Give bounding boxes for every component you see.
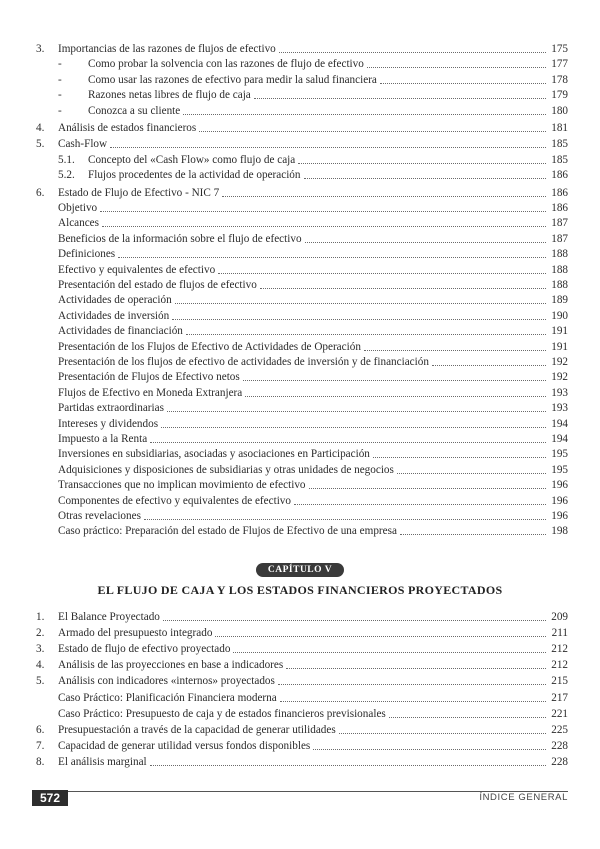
- dot-leader: [364, 349, 546, 351]
- dot-leader: [304, 177, 547, 179]
- toc-entry-page: 189: [551, 294, 568, 307]
- toc-entry: [36, 121, 568, 136]
- page-number: 572: [32, 790, 68, 806]
- toc-entry-page: 211: [551, 627, 568, 640]
- toc-entry: [36, 104, 568, 119]
- toc-entry-number: 4.: [36, 659, 45, 672]
- toc-entry: [36, 626, 568, 641]
- toc-entry: [36, 137, 568, 152]
- toc-entry-title: Armado del presupuesto integrado: [58, 627, 213, 640]
- toc-entry: [36, 263, 568, 278]
- toc-entry-title: Flujos de Efectivo en Moneda Extranjera: [58, 386, 243, 399]
- toc-entry-title: Estado de Flujo de Efectivo - NIC 7: [58, 186, 220, 199]
- toc-entry-page: 192: [551, 356, 568, 368]
- toc-entry-page: 195: [551, 448, 568, 461]
- toc-entry-page: 209: [551, 611, 568, 623]
- toc-entry: [36, 447, 568, 462]
- toc-entry-page: 180: [551, 104, 568, 117]
- toc-entry-page: 177: [551, 58, 568, 71]
- toc-entry-title: Flujos procedentes de la actividad de operación: [88, 169, 301, 182]
- toc-entry: [36, 739, 568, 754]
- dot-leader: [367, 66, 546, 68]
- toc-entry-number: 1.: [36, 611, 45, 623]
- toc-entry-page: 187: [551, 217, 568, 230]
- toc-entry-title: Objetivo: [58, 202, 98, 214]
- toc-entry: [36, 417, 568, 432]
- toc-entry: [36, 370, 568, 385]
- toc-entry-page: 186: [551, 202, 568, 214]
- toc-entry-page: 179: [551, 89, 568, 102]
- dot-leader: [175, 302, 546, 304]
- toc-entry-page: 194: [551, 433, 568, 445]
- toc-entry-number: 8.: [36, 755, 45, 768]
- toc-entry-title: Actividades de operación: [58, 294, 172, 307]
- toc-entry: [36, 324, 568, 339]
- toc-entry-title: Análisis con indicadores «internos» proyectados: [58, 675, 275, 688]
- toc-entry-page: 196: [551, 479, 568, 492]
- toc-entry-title: Como usar las razones de efectivo para medir la salud financiera: [88, 73, 377, 86]
- toc-entry-page: 194: [551, 417, 568, 430]
- toc-entry-page: 196: [551, 494, 568, 507]
- dot-leader: [167, 410, 546, 412]
- toc-entry-page: 186: [551, 169, 568, 182]
- toc-entry-title: Actividades de financiación: [58, 325, 183, 338]
- toc-entry-page: 191: [551, 325, 568, 338]
- toc-entry-page: 228: [551, 755, 568, 768]
- dot-leader: [245, 395, 546, 397]
- toc-entry-number: -: [58, 58, 62, 71]
- dot-leader: [254, 97, 546, 99]
- dot-leader: [397, 472, 546, 474]
- toc-entry-page: 188: [551, 279, 568, 291]
- toc-entry-title: Análisis de estados financieros: [58, 122, 197, 134]
- dot-leader: [215, 635, 546, 637]
- toc-entry: [36, 610, 568, 625]
- toc-entry: [36, 707, 568, 722]
- toc-entry: [36, 153, 568, 168]
- dot-leader: [294, 503, 546, 505]
- toc-entry: [36, 658, 568, 673]
- toc-entry: [36, 232, 568, 247]
- dot-leader: [243, 379, 546, 381]
- dot-leader: [172, 318, 546, 320]
- toc-entry: [36, 340, 568, 355]
- toc-entry-title: Transacciones que no implican movimiento de efectivo: [58, 479, 306, 492]
- toc-entry-title: Actividades de inversión: [58, 309, 170, 322]
- toc-entry-title: Presupuestación a través de la capacidad de generar utilidades: [58, 723, 336, 736]
- dot-leader: [279, 51, 546, 53]
- toc-entry-number: 5.2.: [58, 169, 75, 182]
- dot-leader: [280, 700, 546, 702]
- toc-entry-title: Concepto del «Cash Flow» como flujo de caja: [88, 153, 296, 166]
- dot-leader: [389, 716, 546, 718]
- toc-entry-page: 193: [551, 402, 568, 415]
- toc-entry-page: 221: [551, 707, 568, 720]
- toc-entry-title: Cash-Flow: [58, 138, 108, 151]
- toc-entry: [36, 674, 568, 689]
- chapter-badge: CAPÍTULO V: [256, 563, 344, 577]
- toc-entry-page: 225: [551, 723, 568, 736]
- toc-entry-page: 190: [551, 309, 568, 322]
- toc-entry: [36, 42, 568, 57]
- toc-entry-title: Importancias de las razones de flujos de efectivo: [58, 43, 276, 55]
- toc-entry-number: 4.: [36, 122, 45, 134]
- toc-entry-title: El análisis marginal: [58, 755, 147, 768]
- toc-entry-page: 178: [551, 73, 568, 86]
- toc-entry-title: Efectivo y equivalentes de efectivo: [58, 263, 216, 276]
- dot-leader: [339, 732, 546, 734]
- toc-entry-title: Inversiones en subsidiarias, asociadas y asociaciones en Participación: [58, 448, 370, 461]
- toc-entry: [36, 293, 568, 308]
- toc-entry-title: Definiciones: [58, 248, 116, 261]
- toc-entry-page: 198: [551, 525, 568, 538]
- toc-entry-page: 188: [551, 263, 568, 276]
- toc-entry-title: Caso Práctico: Planificación Financiera moderna: [58, 691, 277, 704]
- toc-entry: [36, 168, 568, 183]
- toc-entry-title: Presentación de los Flujos de Efectivo de Actividades de Operación: [58, 340, 361, 353]
- chapter-title: EL FLUJO DE CAJA Y LOS ESTADOS FINANCIEROS PROYECTADOS: [97, 583, 503, 597]
- toc-entry-number: 5.: [36, 675, 45, 688]
- dot-leader: [144, 518, 546, 520]
- toc-entry-title: Presentación del estado de flujos de efectivo: [58, 279, 257, 291]
- toc-entry-page: 191: [551, 340, 568, 353]
- dot-leader: [380, 82, 546, 84]
- toc-entry-number: 5.1.: [58, 153, 75, 166]
- toc-entry-page: 212: [551, 659, 568, 672]
- dot-leader: [432, 364, 546, 366]
- dot-leader: [260, 287, 546, 289]
- toc-entry-number: 2.: [36, 627, 45, 640]
- toc-entry-page: 175: [551, 43, 568, 55]
- footer-label: ÍNDICE GENERAL: [479, 792, 568, 803]
- toc-entry-page: 212: [551, 643, 568, 656]
- toc-entry-number: 6.: [36, 723, 45, 736]
- toc-entry: [36, 432, 568, 447]
- dot-leader: [313, 748, 546, 750]
- toc-entry: [36, 494, 568, 509]
- toc-entry: [36, 88, 568, 103]
- toc-entry-number: 5.: [36, 138, 45, 151]
- toc-entry-page: 181: [551, 122, 568, 134]
- toc-entry: [36, 186, 568, 201]
- toc-entry: [36, 401, 568, 416]
- toc-entry: [36, 642, 568, 657]
- toc-entry-title: Partidas extraordinarias: [58, 402, 164, 415]
- dot-leader: [161, 426, 546, 428]
- dot-leader: [199, 130, 546, 132]
- toc-entry: [36, 278, 568, 293]
- toc-entry-title: Intereses y dividendos: [58, 417, 159, 430]
- toc-entry: [36, 463, 568, 478]
- dot-leader: [222, 195, 546, 197]
- toc-entry-title: Adquisiciones y disposiciones de subsidiarias y otras unidades de negocios: [58, 463, 394, 476]
- dot-leader: [186, 333, 546, 335]
- toc-entry-page: 192: [551, 371, 568, 384]
- toc-entry: [36, 723, 568, 738]
- dot-leader: [400, 533, 546, 535]
- toc-entry-title: Como probar la solvencia con las razones de flujo de efectivo: [88, 58, 364, 71]
- toc-entry-title: Impuesto a la Renta: [58, 433, 148, 445]
- dot-leader: [150, 441, 546, 443]
- toc-entry-title: El Balance Proyectado: [58, 611, 160, 623]
- toc-entry: [36, 309, 568, 324]
- toc-entry-number: 7.: [36, 739, 45, 752]
- toc-entry: [36, 73, 568, 88]
- toc-entry: [36, 247, 568, 262]
- toc-entry: [36, 691, 568, 706]
- dot-leader: [163, 619, 546, 621]
- toc-entry: [36, 509, 568, 524]
- toc-entry-title: Beneficios de la información sobre el flujo de efectivo: [58, 232, 302, 245]
- toc-entry-title: Capacidad de generar utilidad versus fondos disponibles: [58, 739, 311, 752]
- toc-entry-page: 187: [551, 232, 568, 245]
- toc-entry-title: Presentación de los flujos de efectivo de actividades de inversión y de financiación: [58, 356, 429, 368]
- toc-entry-number: -: [58, 73, 62, 86]
- toc-entry: [36, 216, 568, 231]
- toc-entry-title: Otras revelaciones: [58, 510, 141, 522]
- toc-entry: [36, 386, 568, 401]
- toc-entry-page: 185: [551, 153, 568, 166]
- toc-entry: [36, 355, 568, 370]
- toc-entry-page: 195: [551, 463, 568, 476]
- toc-entry-title: Conozca a su cliente: [88, 104, 181, 117]
- toc-entry-title: Caso práctico: Preparación del estado de Flujos de Efectivo de una empresa: [58, 525, 397, 538]
- toc-entry-number: 3.: [36, 643, 45, 656]
- toc-entry-page: 217: [551, 691, 568, 704]
- toc-entry-title: Razones netas libres de flujo de caja: [88, 89, 251, 102]
- toc-entry-title: Caso Práctico: Presupuesto de caja y de estados financieros previsionales: [58, 707, 386, 720]
- dot-leader: [150, 764, 546, 766]
- dot-leader: [305, 241, 546, 243]
- dot-leader: [286, 667, 546, 669]
- toc-entry-number: 6.: [36, 186, 45, 199]
- dot-leader: [309, 487, 546, 489]
- toc-entry-title: Análisis de las proyecciones en base a indicadores: [58, 659, 284, 672]
- toc-entry: [36, 524, 568, 539]
- toc-entry-page: 185: [551, 138, 568, 151]
- toc-entry-number: -: [58, 89, 62, 102]
- dot-leader: [373, 456, 546, 458]
- toc-entry-title: Alcances: [58, 217, 99, 230]
- dot-leader: [233, 651, 546, 653]
- dot-leader: [118, 256, 546, 258]
- toc-entry-page: 193: [551, 386, 568, 399]
- toc-entry-page: 215: [551, 675, 568, 688]
- toc-entry-page: 196: [551, 510, 568, 522]
- toc-entry-number: 3.: [36, 43, 45, 55]
- toc-entry-number: -: [58, 104, 62, 117]
- toc-entry-page: 228: [551, 739, 568, 752]
- toc-entry: [36, 478, 568, 493]
- toc-entry: [36, 57, 568, 72]
- dot-leader: [218, 272, 546, 274]
- toc-entry-page: 188: [551, 248, 568, 261]
- dot-leader: [183, 113, 546, 115]
- dot-leader: [278, 683, 546, 685]
- toc-entry-title: Estado de flujo de efectivo proyectado: [58, 643, 231, 656]
- toc-entry-page: 186: [551, 186, 568, 199]
- dot-leader: [110, 146, 546, 148]
- dot-leader: [298, 162, 546, 164]
- toc-entry: [36, 201, 568, 216]
- toc-entry: [36, 755, 568, 770]
- dot-leader: [100, 210, 546, 212]
- toc-entry-title: Presentación de Flujos de Efectivo netos: [58, 371, 240, 384]
- toc-entry-title: Componentes de efectivo y equivalentes de efectivo: [58, 494, 291, 507]
- dot-leader: [102, 225, 546, 227]
